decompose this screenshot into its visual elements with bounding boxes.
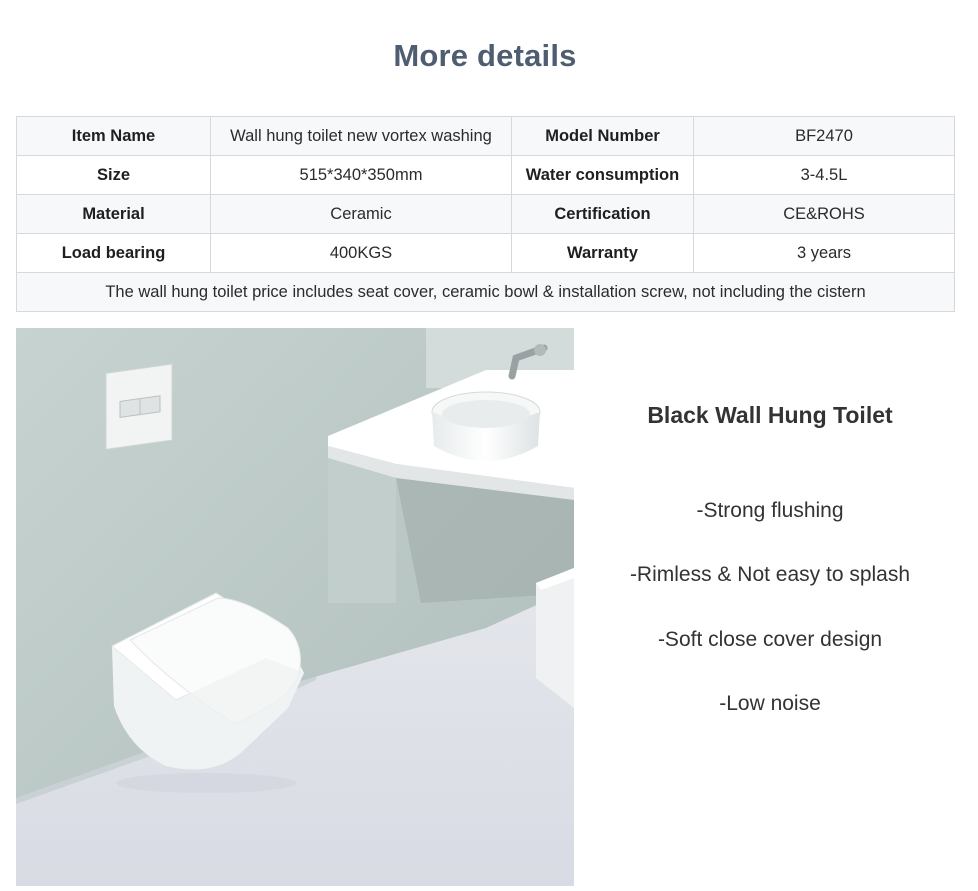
spec-label-material: Material: [17, 195, 211, 234]
spec-note-row: [17, 273, 955, 312]
product-photo: [16, 328, 574, 886]
spec-value-certification: CE&ROHS: [694, 195, 955, 234]
spec-value-material: Ceramic: [211, 195, 512, 234]
spec-table: [16, 116, 955, 312]
spec-label-certification: Certification: [512, 195, 694, 234]
spec-row: [17, 117, 955, 156]
product-title: Black Wall Hung Toilet: [647, 402, 893, 428]
spec-value-item-name: Wall hung toilet new vortex washing: [211, 117, 512, 156]
spec-value-model-number: BF2470: [694, 117, 955, 156]
spec-value-load-bearing: 400KGS: [211, 234, 512, 273]
spec-value-water-consumption: 3-4.5L: [694, 156, 955, 195]
feature-item: -Low noise: [719, 692, 821, 715]
spec-value-warranty: 3 years: [694, 234, 955, 273]
feature-item: -Rimless & Not easy to splash: [629, 563, 911, 586]
spec-label-warranty: Warranty: [512, 234, 694, 273]
spec-label-item-name: Item Name: [17, 117, 211, 156]
spec-value-size: 515*340*350mm: [211, 156, 512, 195]
spec-label-load-bearing: Load bearing: [17, 234, 211, 273]
spec-label-water-consumption: Water consumption: [512, 156, 694, 195]
feature-item: -Soft close cover design: [657, 628, 883, 651]
spec-row: [17, 156, 955, 195]
spec-row: [17, 234, 955, 273]
spec-label-model-number: Model Number: [512, 117, 694, 156]
page-title: More details: [393, 38, 577, 73]
spec-note: The wall hung toilet price includes seat cover, ceramic bowl & installation screw, not including the cistern: [17, 273, 955, 312]
spec-label-size: Size: [17, 156, 211, 195]
feature-item: -Strong flushing: [696, 499, 844, 522]
spec-row: [17, 195, 955, 234]
